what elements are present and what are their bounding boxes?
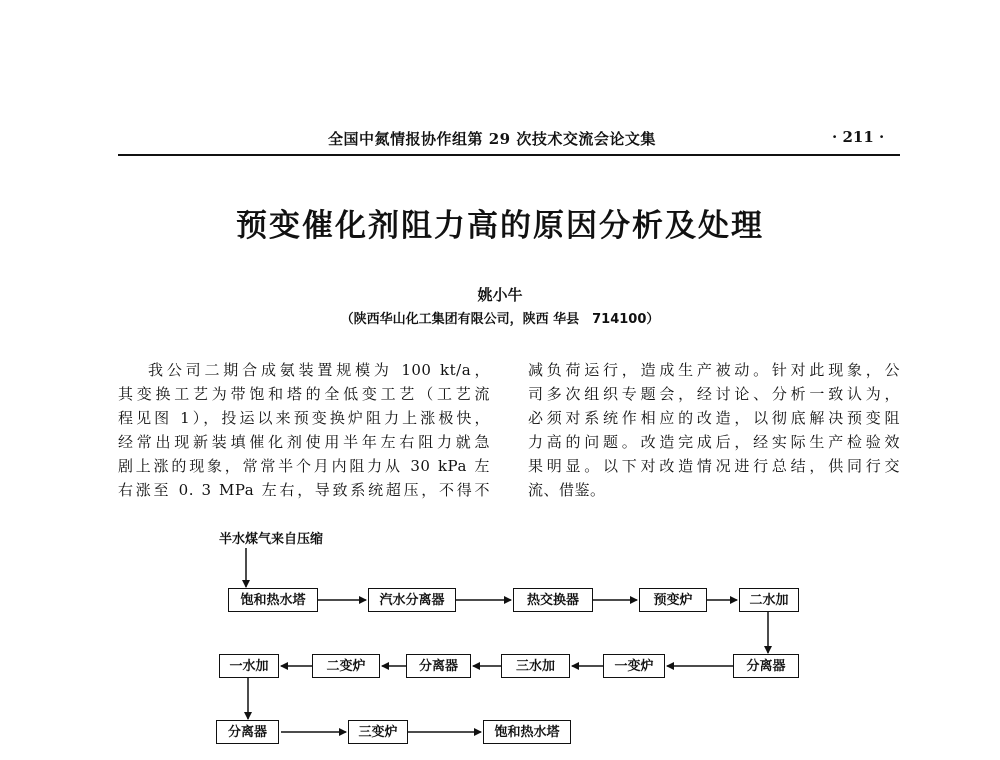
flow-node: 汽水分离器 bbox=[368, 588, 456, 612]
flow-node: 一水加 bbox=[219, 654, 279, 678]
body-text bbox=[118, 358, 900, 518]
flow-node: 分离器 bbox=[406, 654, 471, 678]
header-rule bbox=[118, 154, 900, 156]
running-header-title: 全国中氮情报协作组第 29 次技术交流会论文集 bbox=[328, 130, 656, 148]
flow-node: 预变炉 bbox=[639, 588, 707, 612]
flow-node: 分离器 bbox=[216, 720, 279, 744]
page-number: · 211 · bbox=[832, 128, 885, 146]
body-line: 司多次组织专题会，经讨论、分析一致认为， bbox=[528, 385, 900, 403]
body-line: 减负荷运行，造成生产被动。针对此现象，公 bbox=[528, 361, 900, 379]
body-line: 必须对系统作相应的改造，以彻底解决预变阻 bbox=[528, 409, 900, 427]
body-line: 我公司二期合成氨装置规模为 100 kt/a， bbox=[148, 361, 490, 379]
flow-node: 三变炉 bbox=[348, 720, 408, 744]
body-line: 经常出现新装填催化剂使用半年左右阻力就急 bbox=[118, 433, 490, 451]
process-flow-diagram bbox=[0, 520, 1000, 760]
body-line: 右涨至 0. 3 MPa 左右，导致系统超压，不得不 bbox=[118, 481, 490, 499]
flow-node: 二水加 bbox=[739, 588, 799, 612]
body-line: 流、借鉴。 bbox=[528, 481, 606, 499]
body-line: 剧上涨的现象，常常半个月内阻力从 30 kPa 左 bbox=[118, 457, 490, 475]
flow-node: 热交换器 bbox=[513, 588, 593, 612]
flow-node: 一变炉 bbox=[603, 654, 665, 678]
flow-node: 三水加 bbox=[501, 654, 570, 678]
body-line: 果明显。以下对改造情况进行总结，供同行交 bbox=[528, 457, 900, 475]
flow-node: 饱和热水塔 bbox=[483, 720, 571, 744]
body-column-left bbox=[118, 358, 490, 502]
body-line: 其变换工艺为带饱和塔的全低变工艺（工艺流 bbox=[118, 385, 490, 403]
input-gas-label: 半水煤气来自压缩 bbox=[219, 532, 324, 547]
flow-node: 二变炉 bbox=[312, 654, 380, 678]
flow-node: 饱和热水塔 bbox=[228, 588, 318, 612]
paper-title: 预变催化剂阻力高的原因分析及处理 bbox=[236, 208, 764, 244]
author: 姚小牛 bbox=[477, 286, 523, 304]
body-column-right bbox=[528, 358, 900, 502]
running-header bbox=[0, 0, 1000, 160]
flow-node: 分离器 bbox=[733, 654, 799, 678]
affiliation: （陕西华山化工集团有限公司，陕西 华县 714100） bbox=[340, 312, 660, 327]
body-line: 力高的问题。改造完成后，经实际生产检验效 bbox=[528, 433, 900, 451]
body-line: 程见图 1），投运以来预变换炉阻力上涨极快， bbox=[118, 409, 490, 427]
